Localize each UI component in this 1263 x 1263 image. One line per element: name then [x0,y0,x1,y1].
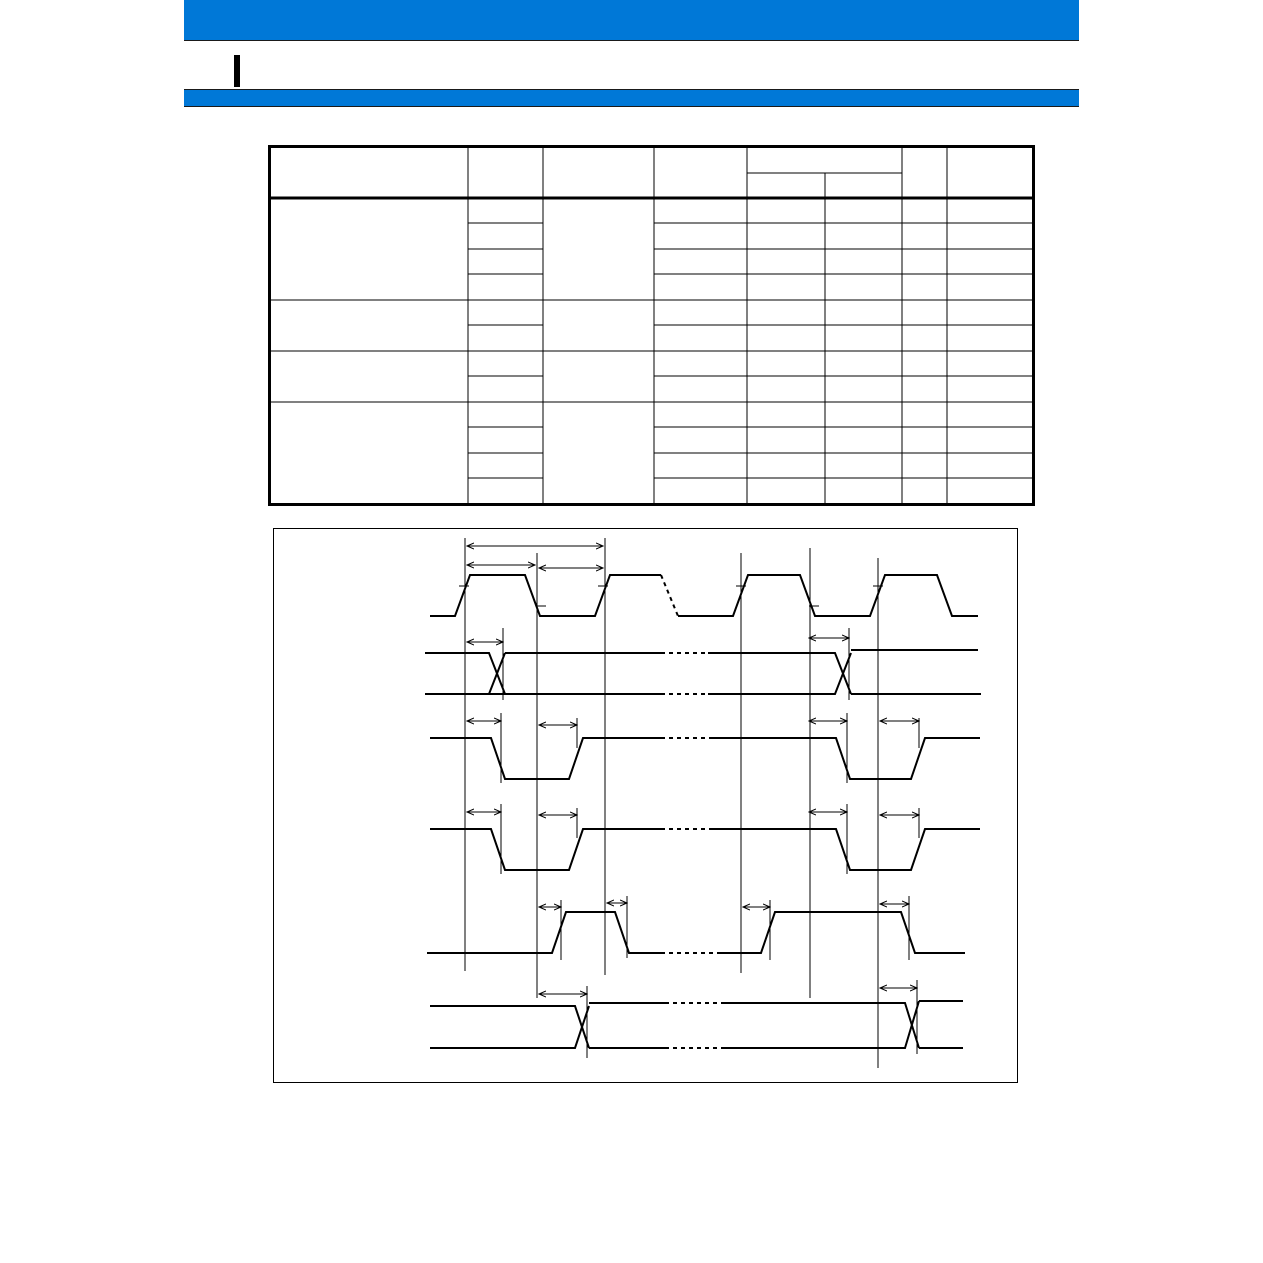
header-band [184,0,1079,41]
trace-1-clock [430,575,978,616]
spec-table [268,145,1035,506]
trace-6-bus [430,1001,963,1048]
trace-5-pulse [427,912,965,953]
trace-3-strobe [430,738,980,779]
section-marker [234,55,240,87]
section-band [184,89,1079,107]
reference-lines [465,538,878,1068]
timing-diagram [273,528,1018,1083]
trace-2-bus [425,650,981,694]
trace-4-strobe [430,829,980,870]
